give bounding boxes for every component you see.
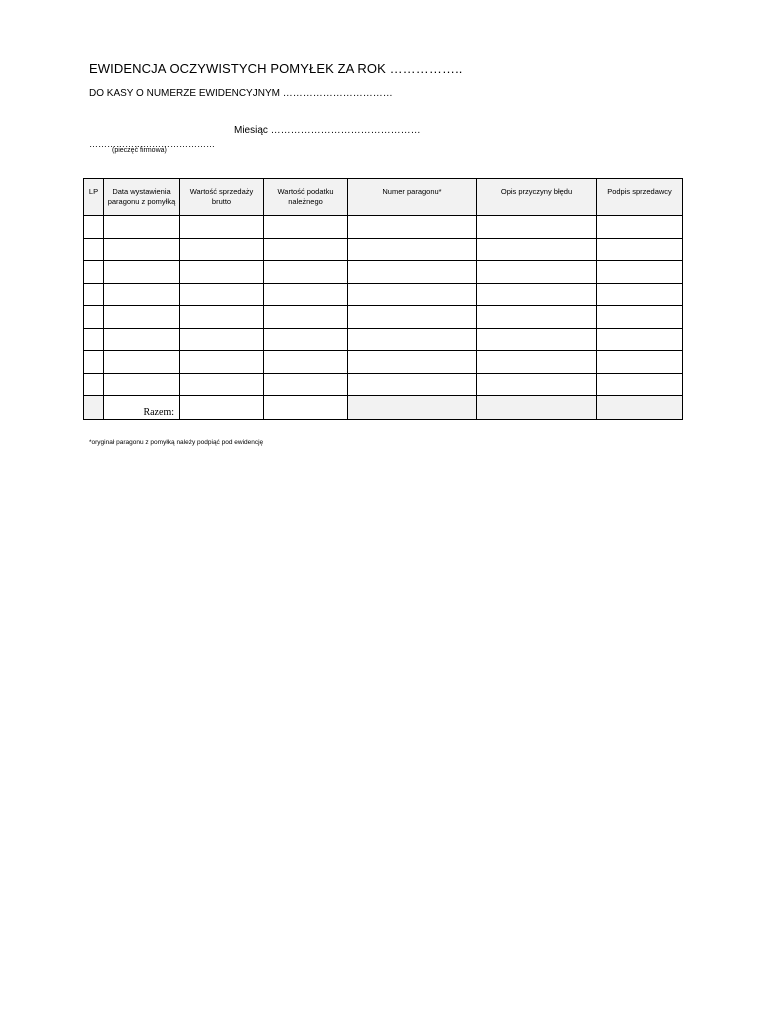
total-receipt-cell <box>348 396 477 420</box>
table-cell <box>180 216 264 239</box>
column-header-date: Data wystawienia paragonu z pomyłką <box>104 179 180 216</box>
stamp-label: (pieczęć firmowa) <box>112 147 167 154</box>
column-header-lp: LP <box>84 179 104 216</box>
table-cell <box>84 306 104 329</box>
column-header-error-description: Opis przyczyny błędu <box>477 179 597 216</box>
table-cell <box>84 283 104 306</box>
table-cell <box>348 373 477 396</box>
table-cell <box>597 238 683 261</box>
table-row <box>84 373 683 396</box>
table-cell <box>477 216 597 239</box>
table-row <box>84 261 683 284</box>
table-cell <box>597 373 683 396</box>
errors-register-table <box>83 178 683 420</box>
stamp-dotted-line: …………………………………… <box>89 139 215 149</box>
table-cell <box>180 306 264 329</box>
footnote: *oryginał paragonu z pomyłką należy podpiąć pod ewidencję <box>89 439 264 446</box>
table-cell <box>348 306 477 329</box>
column-header-tax-value: Wartość podatku należnego <box>264 179 348 216</box>
total-row <box>84 396 683 420</box>
table-cell <box>84 238 104 261</box>
table-cell <box>597 351 683 374</box>
table-cell <box>104 306 180 329</box>
table-cell <box>180 328 264 351</box>
table-cell <box>348 261 477 284</box>
table-row <box>84 283 683 306</box>
table-cell <box>597 216 683 239</box>
table-cell <box>477 328 597 351</box>
month-line: Miesiąc ……………………………………… <box>234 125 421 136</box>
table-cell <box>477 261 597 284</box>
table-cell <box>477 351 597 374</box>
table-header-row <box>84 179 683 216</box>
table-row <box>84 238 683 261</box>
table-cell <box>264 238 348 261</box>
table-cell <box>180 261 264 284</box>
total-lp-cell <box>84 396 104 420</box>
table-cell <box>264 328 348 351</box>
table-cell <box>264 351 348 374</box>
table-cell <box>84 261 104 284</box>
table-cell <box>597 328 683 351</box>
table-cell <box>348 283 477 306</box>
table-cell <box>264 261 348 284</box>
table-cell <box>477 238 597 261</box>
table-cell <box>348 328 477 351</box>
table-cell <box>104 328 180 351</box>
table-cell <box>104 216 180 239</box>
column-header-gross-value: Wartość sprzedaży brutto <box>180 179 264 216</box>
column-header-receipt-number: Numer paragonu* <box>348 179 477 216</box>
table-cell <box>84 328 104 351</box>
table-cell <box>264 216 348 239</box>
table-cell <box>597 283 683 306</box>
table-row <box>84 216 683 239</box>
table-cell <box>264 283 348 306</box>
table-cell <box>477 373 597 396</box>
table-cell <box>264 306 348 329</box>
table-cell <box>84 216 104 239</box>
table-cell <box>180 351 264 374</box>
total-description-cell <box>477 396 597 420</box>
table-cell <box>348 238 477 261</box>
table-cell <box>597 261 683 284</box>
column-header-seller-signature: Podpis sprzedawcy <box>597 179 683 216</box>
table-cell <box>180 373 264 396</box>
table-cell <box>84 373 104 396</box>
register-number-line: DO KASY O NUMERZE EWIDENCYJNYM …………………………… <box>89 88 393 99</box>
table-row <box>84 306 683 329</box>
table-cell <box>348 351 477 374</box>
table-cell <box>104 238 180 261</box>
total-gross-cell <box>180 396 264 420</box>
table-cell <box>104 373 180 396</box>
total-label: Razem: <box>104 396 180 420</box>
table-cell <box>180 238 264 261</box>
table-row <box>84 328 683 351</box>
table-cell <box>84 351 104 374</box>
table-cell <box>104 351 180 374</box>
table-row <box>84 351 683 374</box>
page-title: EWIDENCJA OCZYWISTYCH POMYŁEK ZA ROK …………….. <box>89 61 463 76</box>
table-cell <box>477 306 597 329</box>
table-cell <box>180 283 264 306</box>
total-signature-cell <box>597 396 683 420</box>
table-cell <box>104 283 180 306</box>
table-cell <box>597 306 683 329</box>
table-cell <box>348 216 477 239</box>
table-cell <box>104 261 180 284</box>
table-cell <box>264 373 348 396</box>
total-tax-cell <box>264 396 348 420</box>
table-cell <box>477 283 597 306</box>
